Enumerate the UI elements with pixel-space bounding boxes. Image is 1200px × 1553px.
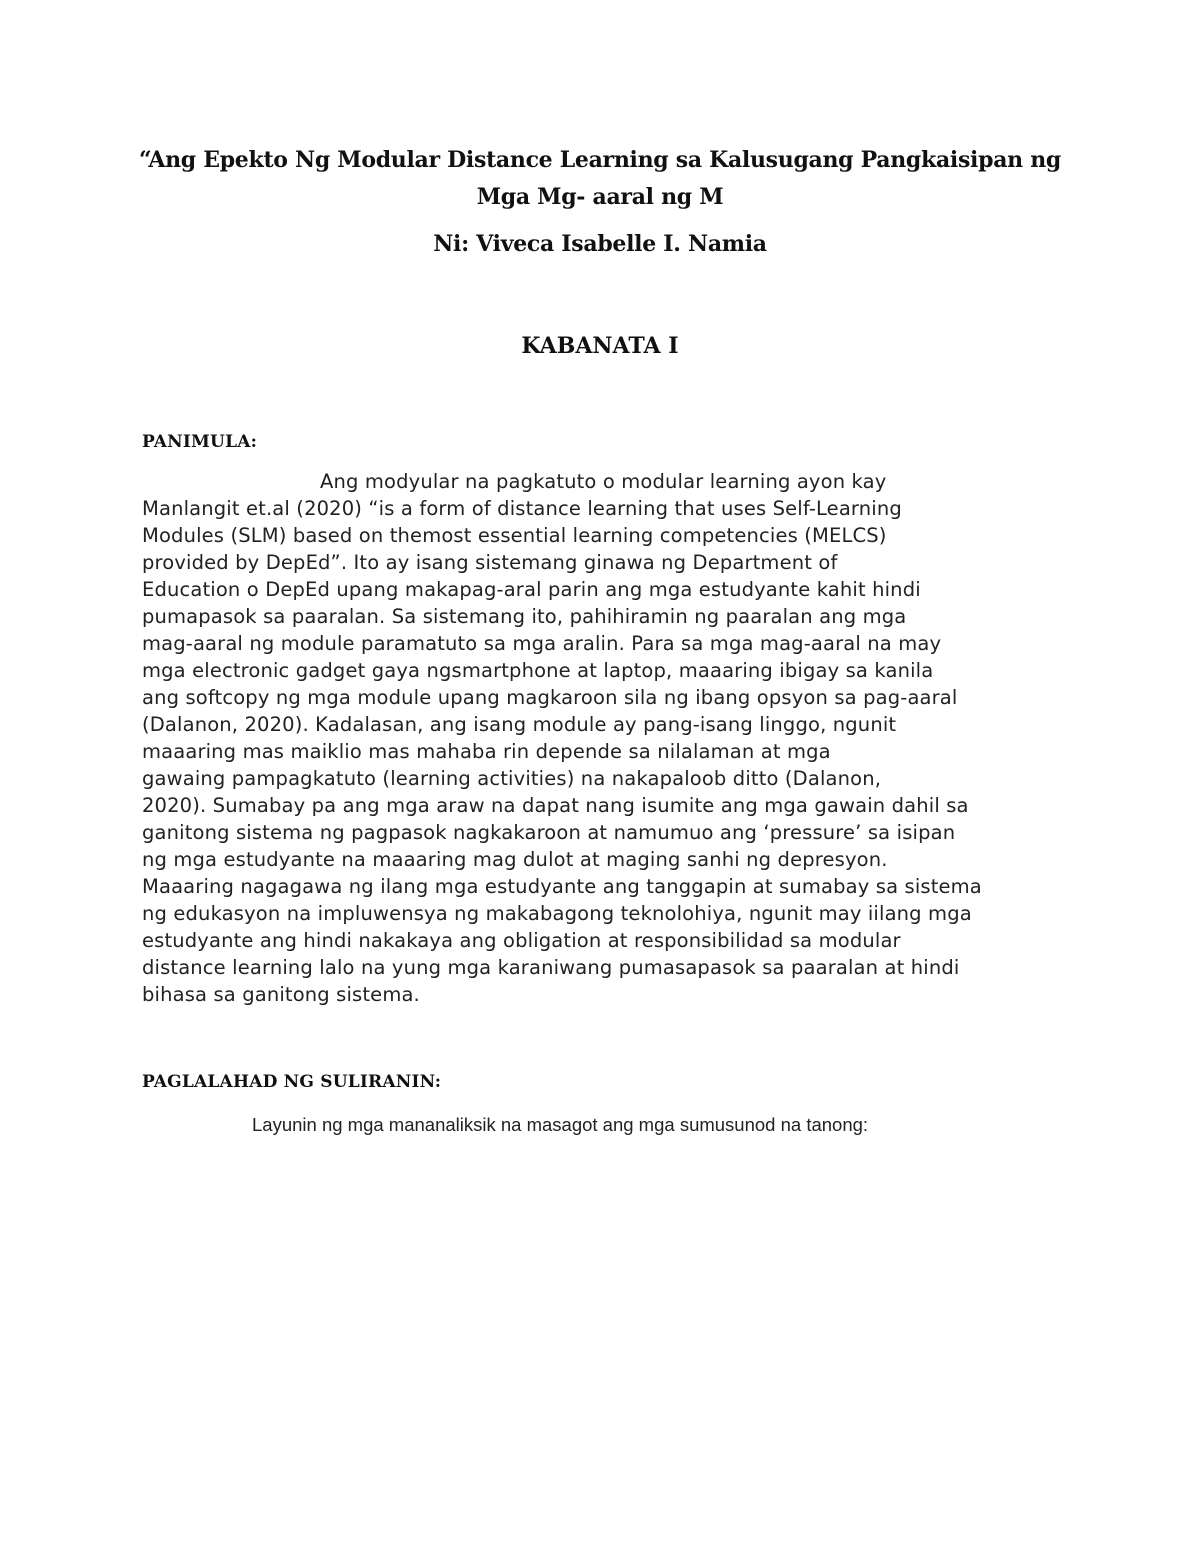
paragraph-line: Modules (SLM) based on themost essential learning competencies (MELCS) — [142, 524, 887, 547]
paragraph-line: bihasa sa ganitong sistema. — [142, 983, 420, 1006]
paragraph-line: (Dalanon, 2020). Kadalasan, ang isang module ay pang-isang linggo, ngunit — [142, 713, 897, 736]
paragraph-line: estudyante ang hindi nakakaya ang obligation at responsibilidad sa modular — [142, 929, 901, 952]
chapter-heading: KABANATA I — [521, 333, 679, 359]
panimula-paragraph — [142, 468, 1064, 1008]
paragraph-line: Manlangit et.al (2020) “is a form of distance learning that uses Self-Learning — [142, 497, 902, 520]
paragraph-line: gawaing pampagkatuto (learning activities) na nakapaloob ditto (Dalanon, — [142, 767, 882, 790]
title-line-2: Mga Mg- aaral ng M — [476, 184, 724, 210]
paglalahad-text: Layunin ng mga mananaliksik na masagot ang mga sumusunod na tanong: — [252, 1114, 869, 1135]
paragraph-line: ng mga estudyante na maaaring mag dulot at maging sanhi ng depresyon. — [142, 848, 888, 871]
paragraph-line: ang softcopy ng mga module upang magkaroon sila ng ibang opsyon sa pag-aaral — [142, 686, 958, 709]
paragraph-line: ng edukasyon na impluwensya ng makabagong teknolohiya, ngunit may iilang mga — [142, 902, 972, 925]
document-title — [120, 142, 1080, 216]
paragraph-line: provided by DepEd”. Ito ay isang sistemang ginawa ng Department of — [142, 551, 838, 574]
paglalahad-heading: PAGLALAHAD NG SULIRANIN: — [142, 1072, 442, 1092]
panimula-heading: PANIMULA: — [142, 432, 258, 452]
author-line: Ni: Viveca Isabelle I. Namia — [433, 231, 767, 257]
paragraph-line: mga electronic gadget gaya ngsmartphone at laptop, maaaring ibigay sa kanila — [142, 659, 934, 682]
paragraph-line: maaaring mas maiklio mas mahaba rin depende sa nilalaman at mga — [142, 740, 831, 763]
title-line-1: “Ang Epekto Ng Modular Distance Learning sa Kalusugang Pangkaisipan ng — [139, 147, 1061, 173]
paragraph-line: ganitong sistema ng pagpasok nagkakaroon at namumuo ang ‘pressure’ sa isipan — [142, 821, 956, 844]
paragraph-line: 2020). Sumabay pa ang mga araw na dapat nang isumite ang mga gawain dahil sa — [142, 794, 969, 817]
paragraph-line: pumapasok sa paaralan. Sa sistemang ito, pahihiramin ng paaralan ang mga — [142, 605, 907, 628]
paragraph-line: Maaaring nagagawa ng ilang mga estudyante ang tanggapin at sumabay sa sistema — [142, 875, 982, 898]
paragraph-line: distance learning lalo na yung mga karaniwang pumasapasok sa paaralan at hindi — [142, 956, 960, 979]
paragraph-line: Education o DepEd upang makapag-aral parin ang mga estudyante kahit hindi — [142, 578, 921, 601]
paragraph-line: mag-aaral ng module paramatuto sa mga aralin. Para sa mga mag-aaral na may — [142, 632, 942, 655]
paragraph-line: Ang modyular na pagkatuto o modular learning ayon kay — [320, 470, 887, 493]
